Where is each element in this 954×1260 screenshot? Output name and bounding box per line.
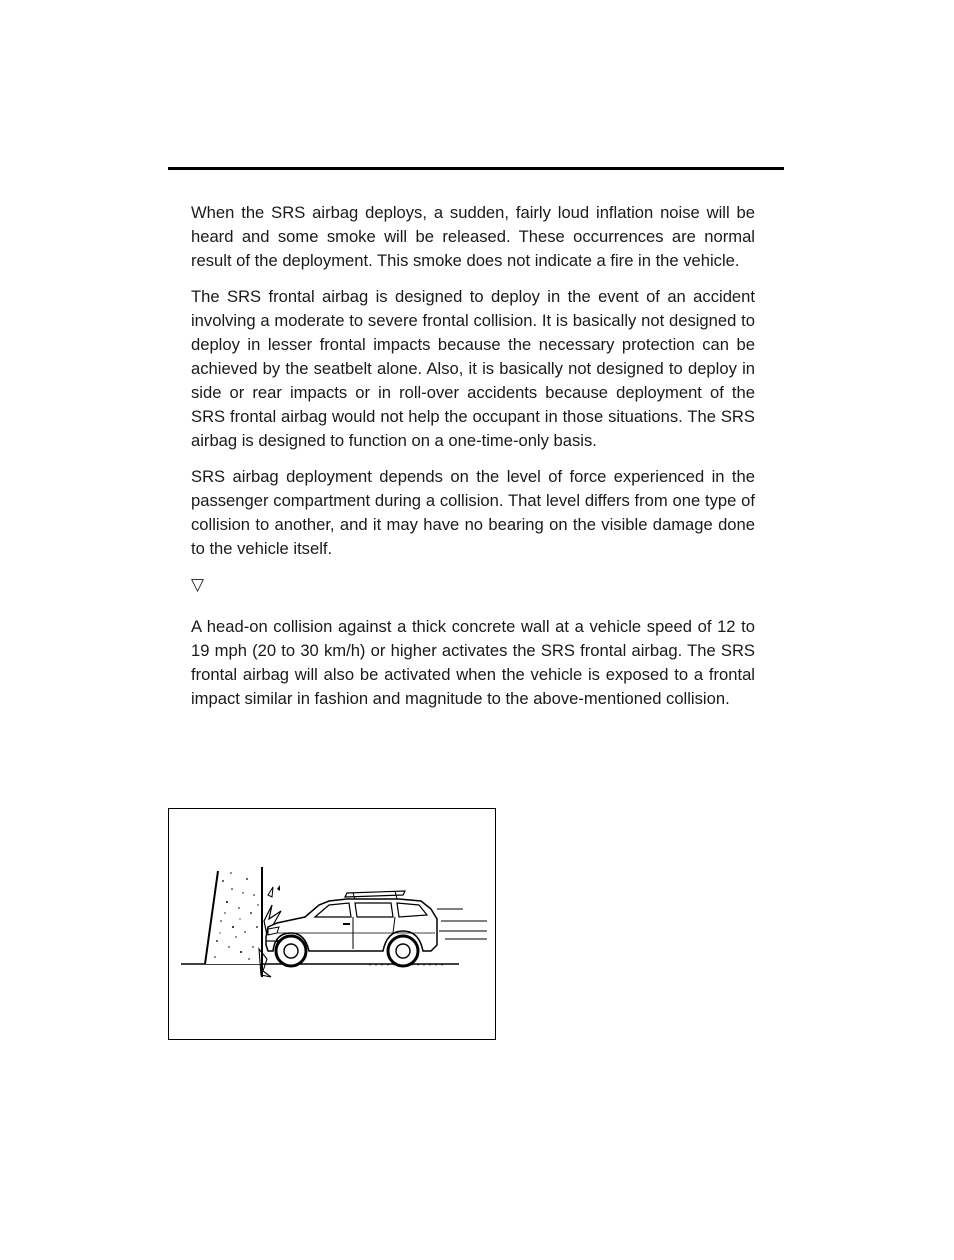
front-wheel-hub bbox=[284, 944, 298, 958]
rear-wheel-hub bbox=[396, 944, 410, 958]
door-handle bbox=[343, 923, 350, 925]
header-rule bbox=[168, 167, 784, 170]
paragraph-frontal-airbag-design: The SRS frontal airbag is designed to deploy in the event of an accident involving a moderate to severe frontal collision. It is basically not designed to deploy in lesser frontal impacts because the necessary protection can be achieved by the seatbelt alone. Also, it is basically not designed to deploy in side or rear impacts or in roll-over accidents because deployment of the SRS frontal airbag would not help the occupant in those situations. The SRS airbag is designed to function on a one-time-only basis. bbox=[191, 287, 755, 450]
motion-lines bbox=[437, 909, 487, 939]
section-heading-gap bbox=[191, 597, 755, 615]
manual-body bbox=[191, 201, 755, 723]
rear-window bbox=[355, 903, 393, 917]
crash-illustration-frame bbox=[168, 808, 496, 1040]
car-crash-illustration-icon bbox=[169, 809, 495, 1039]
debris-fragment bbox=[268, 887, 273, 897]
debris-fragment-small bbox=[277, 885, 280, 891]
concrete-wall bbox=[205, 871, 262, 964]
paragraph-deployment-force: SRS airbag deployment depends on the level of force experienced in the passenger compartment during a collision. That level differs from one type of collision to another, and it may have no bearing on the visible damage done to the vehicle itself. bbox=[191, 467, 755, 558]
paragraph-deployment-noise: When the SRS airbag deploys, a sudden, fairly loud inflation noise will be heard and some smoke will be released. These occurrences are normal result of the deployment. This smoke does not indicate a fire in the vehicle. bbox=[191, 203, 755, 270]
section-marker-triangle-icon: ▽ bbox=[191, 575, 205, 595]
paragraph-head-on-collision: A head-on collision against a thick concrete wall at a vehicle speed of 12 to 19 mph (20 to 30 km/h) or higher activates the SRS frontal airbag. The SRS frontal airbag will also be activated when the vehicle is exposed to a frontal impact similar in fashion and magnitude to the above-mentioned collision. bbox=[191, 617, 755, 708]
